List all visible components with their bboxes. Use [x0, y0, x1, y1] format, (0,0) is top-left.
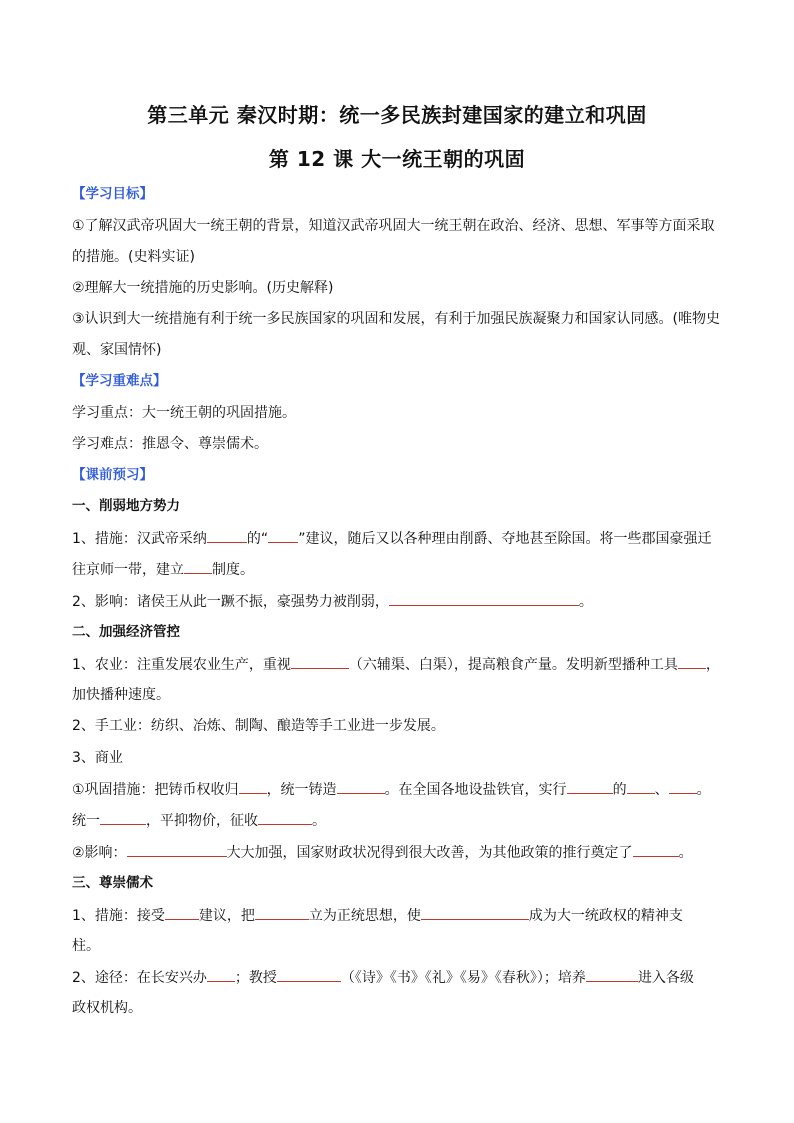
text-segment: 的“: [246, 531, 269, 547]
section-1-line-a: [72, 528, 732, 549]
section-2-line-e: [72, 779, 732, 800]
fill-blank[interactable]: [165, 905, 199, 920]
fill-blank[interactable]: [421, 905, 529, 920]
text-segment: 1、措施：接受: [72, 908, 165, 924]
section-2-line-b: 加快播种速度。: [72, 687, 170, 703]
text-segment: ；教授: [234, 970, 277, 986]
text-segment: （六辅渠、白渠），提高粮食产量。发明新型播种工具: [348, 657, 678, 673]
text-segment: 制度。: [212, 562, 254, 578]
fill-blank[interactable]: [678, 654, 706, 669]
objective-1-line-1: ①了解汉武帝巩固大一统王朝的背景，知道汉武帝巩固大一统王朝在政治、经济、思想、军事等方面采取: [72, 218, 715, 234]
text-segment: ，统一铸造: [266, 782, 337, 798]
fill-blank[interactable]: [337, 779, 385, 794]
section-1-line-c: [72, 591, 732, 612]
text-segment: 成为大一统政权的精神支: [528, 908, 683, 924]
key-difficulty: 学习难点：推恩令、尊崇儒术。: [72, 436, 268, 452]
text-segment: ”建议，随后又以各种理由削爵、夺地甚至除国。将一些郡国豪强迁: [298, 531, 712, 547]
text-segment: ，平抑物价，征收: [146, 813, 258, 829]
key-focus: 学习重点：大一统王朝的巩固措施。: [72, 405, 296, 421]
text-segment: 。: [578, 594, 593, 610]
text-segment: （《诗》《书》《礼》《易》《春秋》）；培养: [340, 970, 586, 986]
text-segment: 大大加强，国家财政状况得到很大改善，为其他政策的推行奠定了: [226, 845, 633, 861]
key-points-heading: 【学习重难点】: [72, 373, 167, 389]
section-2-title: 二、加强经济管控: [72, 624, 180, 640]
section-2-line-f: [72, 810, 732, 831]
text-segment: ，: [705, 657, 720, 673]
section-1-title: 一、削弱地方势力: [72, 498, 180, 514]
section-3-line-c: [72, 967, 732, 988]
fill-blank[interactable]: [258, 810, 312, 825]
text-segment: 、: [654, 782, 669, 798]
section-2-line-a: [72, 654, 732, 675]
section-3-title: 三、尊崇儒术: [72, 875, 153, 891]
section-3-line-a: [72, 905, 732, 926]
objective-3-line-2: 观、家国情怀): [72, 342, 162, 358]
unit-title: 第三单元 秦汉时期：统一多民族封建国家的建立和巩固: [147, 103, 647, 127]
section-1-line-b: [72, 559, 732, 580]
fill-blank[interactable]: [127, 842, 227, 857]
section-2-line-g: [72, 842, 732, 863]
text-segment: 立为正统思想，使: [308, 908, 421, 924]
preview-heading: 【课前预习】: [72, 467, 153, 483]
fill-blank[interactable]: [389, 591, 579, 606]
text-segment: 统一: [72, 813, 100, 829]
text-segment: 1、措施：汉武帝采纳: [72, 531, 207, 547]
text-segment: 建议，把: [198, 908, 255, 924]
fill-blank[interactable]: [586, 967, 638, 982]
fill-blank[interactable]: [207, 528, 247, 543]
fill-blank[interactable]: [184, 559, 212, 574]
lesson-title: 第 12 课 大一统王朝的巩固: [268, 147, 526, 171]
text-segment: 的: [612, 782, 627, 798]
text-segment: ②影响：: [72, 845, 127, 861]
text-segment: 1、农业：注重发展农业生产，重视: [72, 657, 291, 673]
text-segment: 。: [312, 813, 326, 829]
fill-blank[interactable]: [255, 905, 309, 920]
fill-blank[interactable]: [268, 528, 298, 543]
fill-blank[interactable]: [567, 779, 613, 794]
fill-blank[interactable]: [627, 779, 655, 794]
objectives-heading: 【学习目标】: [72, 186, 153, 202]
text-segment: 。在全国各地设盐铁官，实行: [384, 782, 567, 798]
section-2-line-c: 2、手工业：纺织、冶炼、制陶、酿造等手工业进一步发展。: [72, 718, 445, 734]
fill-blank[interactable]: [277, 967, 341, 982]
section-2-line-d: 3、商业: [72, 750, 123, 766]
objective-2: ②理解大一统措施的历史影响。(历史解释): [72, 280, 334, 296]
text-segment: 。: [678, 845, 693, 861]
section-3-line-d: 政权机构。: [72, 1000, 142, 1016]
fill-blank[interactable]: [207, 967, 235, 982]
text-segment: 2、途径：在长安兴办: [72, 970, 207, 986]
objective-3-line-1: ③认识到大一统措施有利于统一多民族国家的巩固和发展，有利于加强民族凝聚力和国家认同感。(唯物史: [72, 311, 721, 327]
text-segment: 进入各级: [637, 970, 694, 986]
text-segment: 。: [696, 782, 711, 798]
fill-blank[interactable]: [291, 654, 349, 669]
fill-blank[interactable]: [239, 779, 267, 794]
fill-blank[interactable]: [633, 842, 679, 857]
text-segment: 2、影响：诸侯王从此一蹶不振，豪强势力被削弱，: [72, 594, 389, 610]
fill-blank[interactable]: [100, 810, 146, 825]
text-segment: 往京师一带，建立: [72, 562, 184, 578]
objective-1-line-2: 的措施。(史料实证): [72, 249, 195, 265]
section-3-line-b: 柱。: [72, 938, 100, 954]
fill-blank[interactable]: [669, 779, 697, 794]
text-segment: ①巩固措施：把铸币权收归: [72, 782, 239, 798]
